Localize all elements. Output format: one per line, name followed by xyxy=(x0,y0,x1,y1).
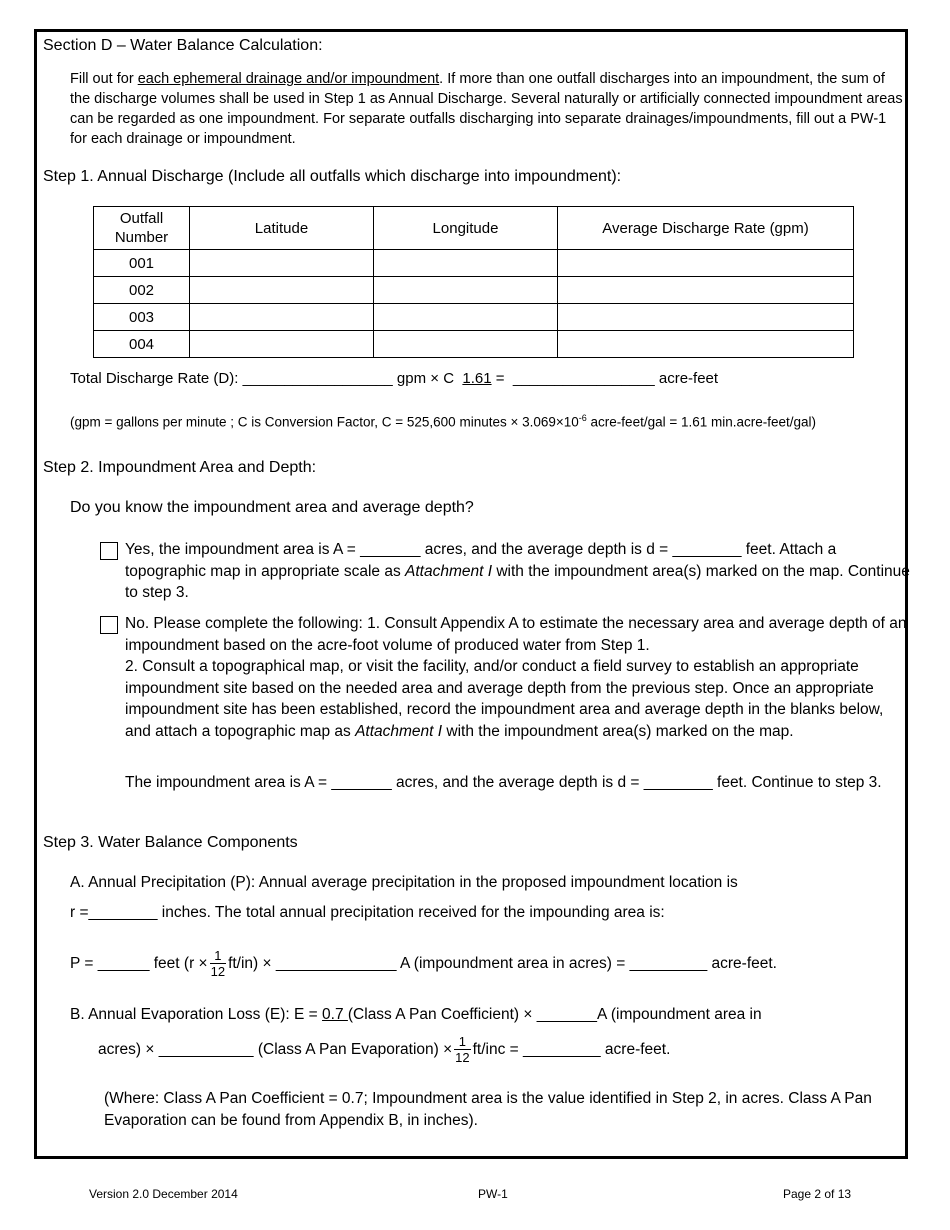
precip-formula-right: ft/in) × ______________ A (impoundment area in acres) = _________ acre-feet. xyxy=(228,955,777,972)
longitude-cell[interactable] xyxy=(374,277,558,304)
fraction-numerator: 1 xyxy=(210,948,226,964)
latitude-cell[interactable] xyxy=(190,304,374,331)
outfall-number: 004 xyxy=(94,331,190,358)
evap-line-1 xyxy=(70,1006,762,1024)
no-appendix-a: Appendix A xyxy=(440,615,518,632)
precip-text: Annual average precipitation in the proposed impoundment location is xyxy=(255,874,738,891)
intro-underlined: each ephemeral drainage and/or impoundment xyxy=(137,71,440,87)
header-discharge-rate: Average Discharge Rate (gpm) xyxy=(558,207,854,250)
no-option-followup: The impoundment area is A = _______ acres, and the average depth is d = ________ feet. Continue to step 3. xyxy=(125,774,882,791)
latitude-cell[interactable] xyxy=(190,277,374,304)
longitude-cell[interactable] xyxy=(374,331,558,358)
note-part-a: (gpm = gallons per minute ; C is Conversion Factor, C = 525,600 minutes × 3.069×10 xyxy=(70,414,579,430)
latitude-cell[interactable] xyxy=(190,250,374,277)
footer-page-number: Page 2 of 13 xyxy=(783,1187,852,1201)
evap-line-2 xyxy=(98,1030,670,1070)
table-row xyxy=(94,277,854,304)
yes-text-a: Yes, the impoundment area is A = _______ acres, and the average depth is d = ________ feet. Attach a topographic map in appropriate scale as xyxy=(125,541,837,580)
conversion-factor: 1.61 xyxy=(462,370,492,387)
total-discharge-blank[interactable]: __________________ xyxy=(242,370,393,387)
outfall-number: 001 xyxy=(94,250,190,277)
one-twelfth-fraction xyxy=(454,1034,470,1065)
precip-formula-left: P = ______ feet (r × xyxy=(70,955,208,972)
no-text-b: to estimate the necessary area and average depth of an impoundment based on the acre-foot volume of produced water from Step 1. xyxy=(125,615,907,654)
footer-form-id: PW-1 xyxy=(478,1187,508,1201)
outfall-number: 002 xyxy=(94,277,190,304)
outfall-table xyxy=(93,206,854,358)
no-text-a: No. Please complete the following: 1. Consult xyxy=(125,615,441,632)
fraction-denominator: 12 xyxy=(210,964,226,980)
header-longitude: Longitude xyxy=(374,207,558,250)
where-text-b: , in inches). xyxy=(398,1111,478,1129)
no-option-text xyxy=(125,613,911,742)
no-text-c: 2. Consult a topographical map, or visit the facility, and/or conduct a field survey to establish an appropriate impoundment site based on the needed area and average depth from the previous step. Once an appropriate impoundment site has been established, record the impoundment area and average depth in the blanks below, and attach a topographic map as xyxy=(125,658,884,740)
evap-label: B. Annual Evaporation Loss (E): xyxy=(70,1006,290,1023)
one-twelfth-fraction xyxy=(210,948,226,979)
header-latitude: Latitude xyxy=(190,207,374,250)
evap-e: E = xyxy=(289,1006,323,1023)
footer-version: Version 2.0 December 2014 xyxy=(89,1187,238,1201)
yes-text-b: with the impoundment area(s) marked on the map. Continue to step 3. xyxy=(125,562,910,601)
step2-question: Do you know the impoundment area and average depth? xyxy=(70,499,474,516)
longitude-cell[interactable] xyxy=(374,250,558,277)
discharge-rate-cell[interactable] xyxy=(558,331,854,358)
section-title: Section D – Water Balance Calculation: xyxy=(43,37,323,54)
step2-title: Step 2. Impoundment Area and Depth: xyxy=(43,459,317,476)
note-part-b: acre-feet/gal = 1.61 min.acre-feet/gal) xyxy=(586,414,817,430)
where-note xyxy=(104,1088,904,1131)
intro-rest: . If more than one outfall discharges into an impoundment, the sum of the discharge volumes shall be used in Step 1 as Annual Discharge. Several naturally or artificially connected impoundment areas can be regarded as one impoundment. For separate outfalls discharging into separate drainages/impoundments, fill out a PW-1 for each drainage or impoundment. xyxy=(70,71,903,147)
conversion-note xyxy=(70,409,900,432)
header-outfall-number: Outfall Number xyxy=(94,207,190,250)
precip-line-1 xyxy=(70,874,738,892)
yes-checkbox[interactable] xyxy=(100,542,118,560)
precip-label: A. Annual Precipitation (P): xyxy=(70,874,256,891)
where-appendix-b: Appendix B xyxy=(319,1111,399,1129)
discharge-rate-cell[interactable] xyxy=(558,304,854,331)
no-text-d: with the impoundment area(s) marked on the map. xyxy=(442,722,794,740)
total-discharge-label: Total Discharge Rate (D): xyxy=(70,370,239,387)
step3-title: Step 3. Water Balance Components xyxy=(43,834,298,851)
table-header-row xyxy=(94,207,854,250)
total-discharge-line xyxy=(70,370,718,387)
discharge-rate-cell[interactable] xyxy=(558,250,854,277)
yes-option-text xyxy=(125,539,911,604)
evap-rest: (Class A Pan Coefficient) × _______A (impoundment area in xyxy=(347,1006,762,1023)
acre-feet-unit: acre-feet xyxy=(658,370,719,387)
pan-coefficient: 0.7 xyxy=(322,1006,348,1023)
no-attachment: Attachment I xyxy=(355,722,443,740)
evap-line2-left: acres) × ___________ (Class A Pan Evaporation) × xyxy=(98,1041,453,1058)
intro-lead: Fill out for xyxy=(70,71,138,87)
precip-formula xyxy=(70,944,777,984)
table-row xyxy=(94,250,854,277)
longitude-cell[interactable] xyxy=(374,304,558,331)
where-text-a: (Where: Class A Pan Coefficient = 0.7; Impoundment area is the value identified in Step 2, in acres. Class A Pan Evaporation can be found from xyxy=(104,1090,872,1129)
equals-sign: = xyxy=(495,370,505,387)
note-exponent: -6 xyxy=(578,413,587,423)
yes-attachment: Attachment I xyxy=(405,562,493,580)
evap-line2-right: ft/inc = _________ acre-feet. xyxy=(472,1041,671,1058)
fraction-denominator: 12 xyxy=(455,1050,470,1066)
discharge-rate-cell[interactable] xyxy=(558,277,854,304)
fraction-numerator: 1 xyxy=(454,1034,470,1050)
gpm-times-c: gpm × C xyxy=(396,370,455,387)
table-row xyxy=(94,331,854,358)
intro-paragraph xyxy=(70,69,906,149)
outfall-number: 003 xyxy=(94,304,190,331)
precip-line-2: r =________ inches. The total annual precipitation received for the impounding area is: xyxy=(70,904,665,921)
latitude-cell[interactable] xyxy=(190,331,374,358)
table-row xyxy=(94,304,854,331)
step1-title: Step 1. Annual Discharge (Include all outfalls which discharge into impoundment): xyxy=(43,168,622,185)
no-checkbox[interactable] xyxy=(100,616,118,634)
acre-feet-blank[interactable]: _________________ xyxy=(512,370,655,387)
